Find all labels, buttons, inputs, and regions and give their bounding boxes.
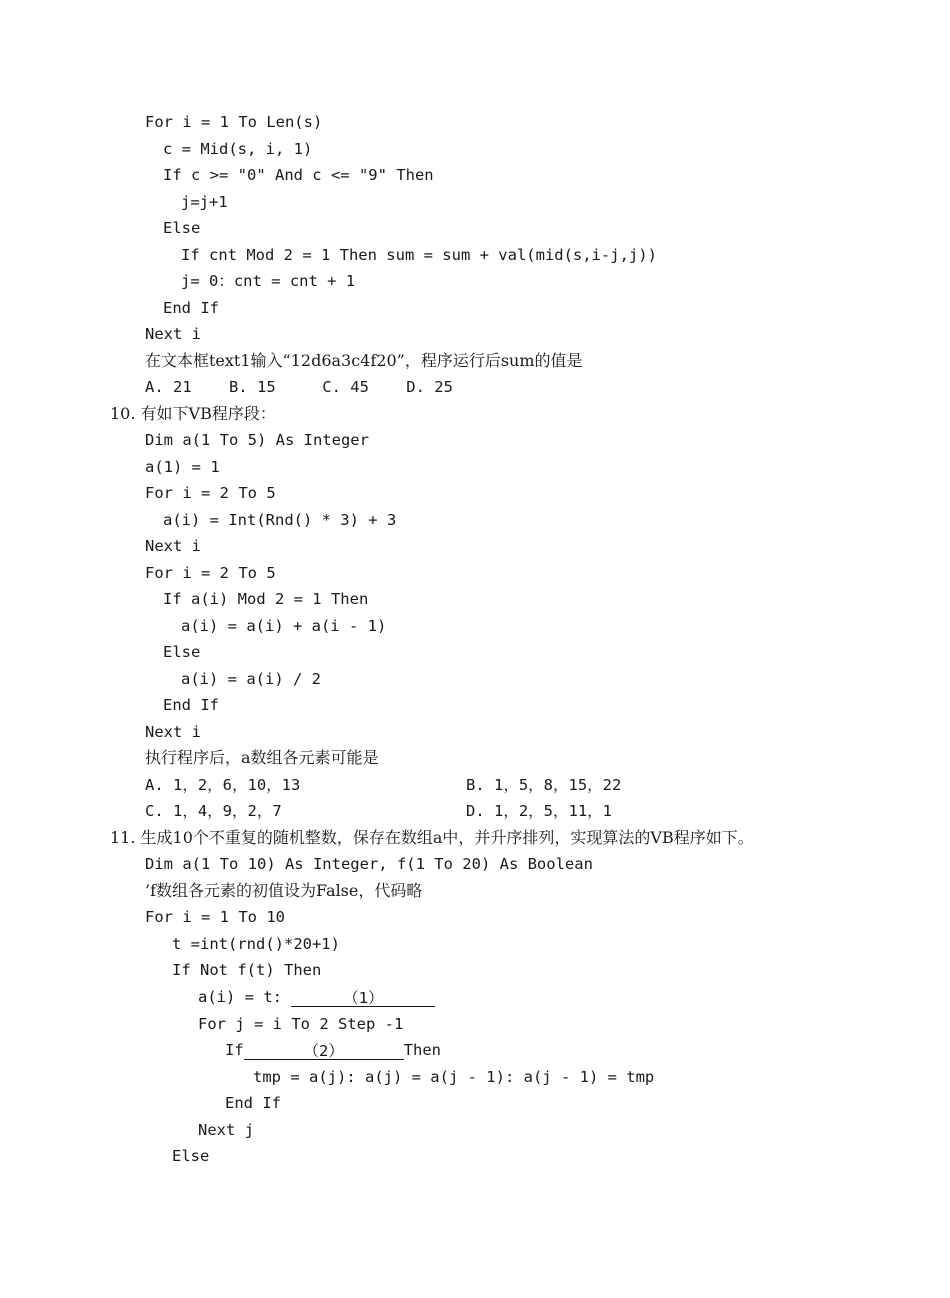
text-line: For i = 2 To 5 <box>145 484 276 502</box>
text-line: If cnt Mod 2 = 1 Then sum = sum + val(mid(s,i-j,j)) <box>181 246 657 264</box>
text-line: Next i <box>145 723 201 741</box>
text-line: a(i) = a(i) + a(i - 1) <box>181 617 387 635</box>
text-line: Next i <box>145 537 201 555</box>
code-line-for-j: For j = i To 2 Step -1 <box>198 1015 404 1033</box>
text-line: Next i <box>145 325 201 343</box>
text-line: a(i) = a(i) / 2 <box>181 670 321 688</box>
text-line: For i = 2 To 5 <box>145 564 276 582</box>
text-line: End If <box>163 299 219 317</box>
text-line: If a(i) Mod 2 = 1 Then <box>163 590 369 608</box>
text-line: End If <box>163 696 219 714</box>
text-line: For i = 1 To 10 <box>145 908 285 926</box>
text-line: Else <box>163 219 201 237</box>
text-line: If Not f(t) Then <box>172 961 322 979</box>
code-line-blank-1 <box>198 987 435 1007</box>
text-line: B. 1，5，8，15，22 <box>466 776 622 794</box>
text-line: 执行程序后，a数组各元素可能是 <box>145 748 379 767</box>
text-line: For i = 1 To Len(s) <box>145 113 323 131</box>
text-line: a(1) = 1 <box>145 458 220 476</box>
text-line: D. 1，2，5，11，1 <box>466 802 612 820</box>
text-line: Dim a(1 To 10) As Integer, f(1 To 20) As Boolean <box>145 855 593 873</box>
text-line: A. 1，2，6，10，13 <box>145 776 301 794</box>
text-line: c = Mid(s, i, 1) <box>163 140 313 158</box>
blank-label: （1） <box>343 989 384 1007</box>
code-text: Then <box>403 1041 441 1059</box>
text-line: a(i) = Int(Rnd() * 3) + 3 <box>163 511 397 529</box>
text-line: Else <box>172 1147 210 1165</box>
text-line: Dim a(1 To 5) As Integer <box>145 431 369 449</box>
text-line: 10. 有如下VB程序段： <box>110 404 276 423</box>
code-line-blank-2 <box>225 1040 441 1060</box>
text-line: tmp = a(j): a(j) = a(j - 1): a(j - 1) = tmp <box>253 1068 655 1086</box>
text-line: t =int(rnd()*20+1) <box>172 935 340 953</box>
text-line: j=j+1 <box>181 193 228 211</box>
text-line: 11. 生成10个不重复的随机整数，保存在数组a中，并升序排列，实现算法的VB程序如下。 <box>110 828 754 847</box>
text-line: j= 0：cnt = cnt + 1 <box>181 272 356 290</box>
answer-blank-1 <box>291 988 435 1007</box>
text-line: 在文本框text1输入“12d6a3c4f20”，程序运行后sum的值是 <box>145 351 583 370</box>
code-text: If <box>225 1041 244 1059</box>
blank-label: （2） <box>303 1042 344 1060</box>
text-line: Next j <box>198 1121 254 1139</box>
text-line: Else <box>163 643 201 661</box>
answer-blank-2 <box>244 1041 404 1060</box>
text-line: A. 21 B. 15 C. 45 D. 25 <box>145 378 453 396</box>
text-line: If c >= "0" And c <= "9" Then <box>163 166 434 184</box>
code-text: a(i) = t: <box>198 988 292 1006</box>
text-line: ’f数组各元素的初值设为False，代码略 <box>145 881 423 900</box>
text-line: C. 1，4，9，2，7 <box>145 802 282 820</box>
text-line: End If <box>225 1094 281 1112</box>
